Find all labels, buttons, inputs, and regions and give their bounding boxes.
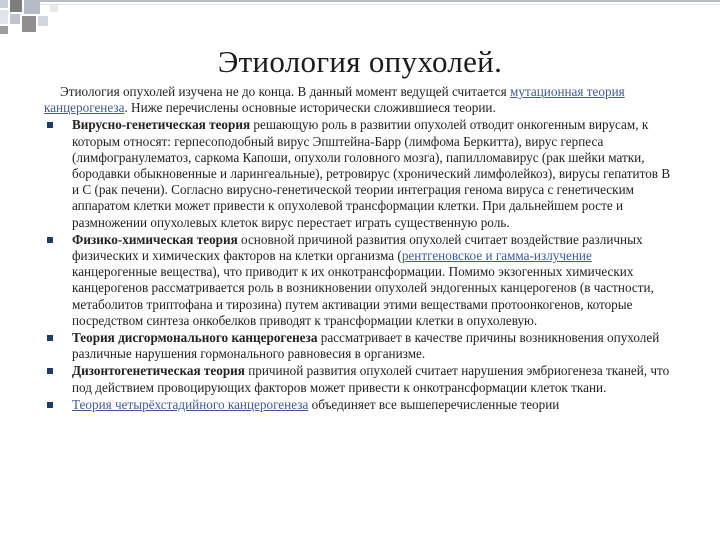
square-bullet-icon <box>47 368 53 374</box>
theory-term: Вирусно-генетическая теория <box>72 117 251 133</box>
intro-rest: . Ниже перечислены основные исторически сложившиеся теории. <box>124 100 496 116</box>
theory-text: решающую роль в развитии опухолей отводит онкогенным вирусам, к которым относят: герпесоподобный вирус Эпштейна-Барр (лимфома Беркитта), вирус герпеса (лимфогранулематоз, саркома Капоши, опухоли головного мозга), папилломавирус (рак шейки матки, бородавки обыкновенные и ларингеальные), ретровирус (хронический лимфолейкоз), вирусы гепатитов В и С (рак печени). Согласно вирусно-генетической теории интеграция генома вируса с генетическим аппаратом клетки может привести к опухолевой трансформации клетки. При дальнейшем росте и размножении опухолевых клеток вирус перестает играть существенную роль. <box>72 117 671 230</box>
theory-term: Теория дисгормонального канцерогенеза <box>72 330 318 346</box>
square-bullet-icon <box>47 122 53 128</box>
theories-list <box>44 117 674 413</box>
intro-lead: Этиология опухолей изучена не до конца. В данный момент ведущей считается <box>60 84 511 99</box>
theory-text: канцерогенные вещества), что приводит к их онкотрансформации. Помимо экзогенных химических канцерогенов рассматривается роль в возникновении опухолей эндогенных канцерогенов (в частности, метаболитов триптофана и тирозина) путем активации этими веществами протоонкогенов, которые посредством синтеза онкобелков приводят к трансформации клетки в опухолевую. <box>72 264 654 328</box>
list-item <box>44 117 674 230</box>
theory-text: основной причиной развития опухолей считает воздействие различных физических и химических факторов на клетки организма ( <box>72 231 643 264</box>
slide-title: Этиология опухолей. <box>217 44 503 79</box>
theory-text: объединяет все вышеперечисленные теории <box>308 396 560 412</box>
square-bullet-icon <box>47 402 53 408</box>
radiation-link[interactable]: рентгеновское и гамма-излучение <box>401 248 592 264</box>
square-bullet-icon <box>47 335 53 341</box>
list-item <box>44 363 674 395</box>
theory-text: рассматривает в качестве причины возникновения опухолей различные нарушения гормонального равновесия в организме. <box>72 330 660 362</box>
list-item <box>44 397 674 413</box>
intro-paragraph <box>44 84 674 116</box>
theory-term: Физико-химическая теория <box>72 231 238 247</box>
four-stage-theory-link[interactable]: Теория четырёхстадийного канцерогенеза <box>72 396 309 412</box>
square-bullet-icon <box>47 237 53 243</box>
header-decoration <box>0 0 720 40</box>
mutation-theory-link[interactable]: мутационная теория канцерогенеза <box>44 84 625 116</box>
theory-term: Дизонтогенетическая теория <box>72 363 245 379</box>
theory-text: причиной развития опухолей считает нарушения эмбриогенеза тканей, что под действием провоцирующих факторов может привести к онкотрансформации клеток ткани. <box>72 363 670 395</box>
list-item <box>44 232 674 329</box>
list-item <box>44 330 674 362</box>
slide-body <box>44 84 674 414</box>
